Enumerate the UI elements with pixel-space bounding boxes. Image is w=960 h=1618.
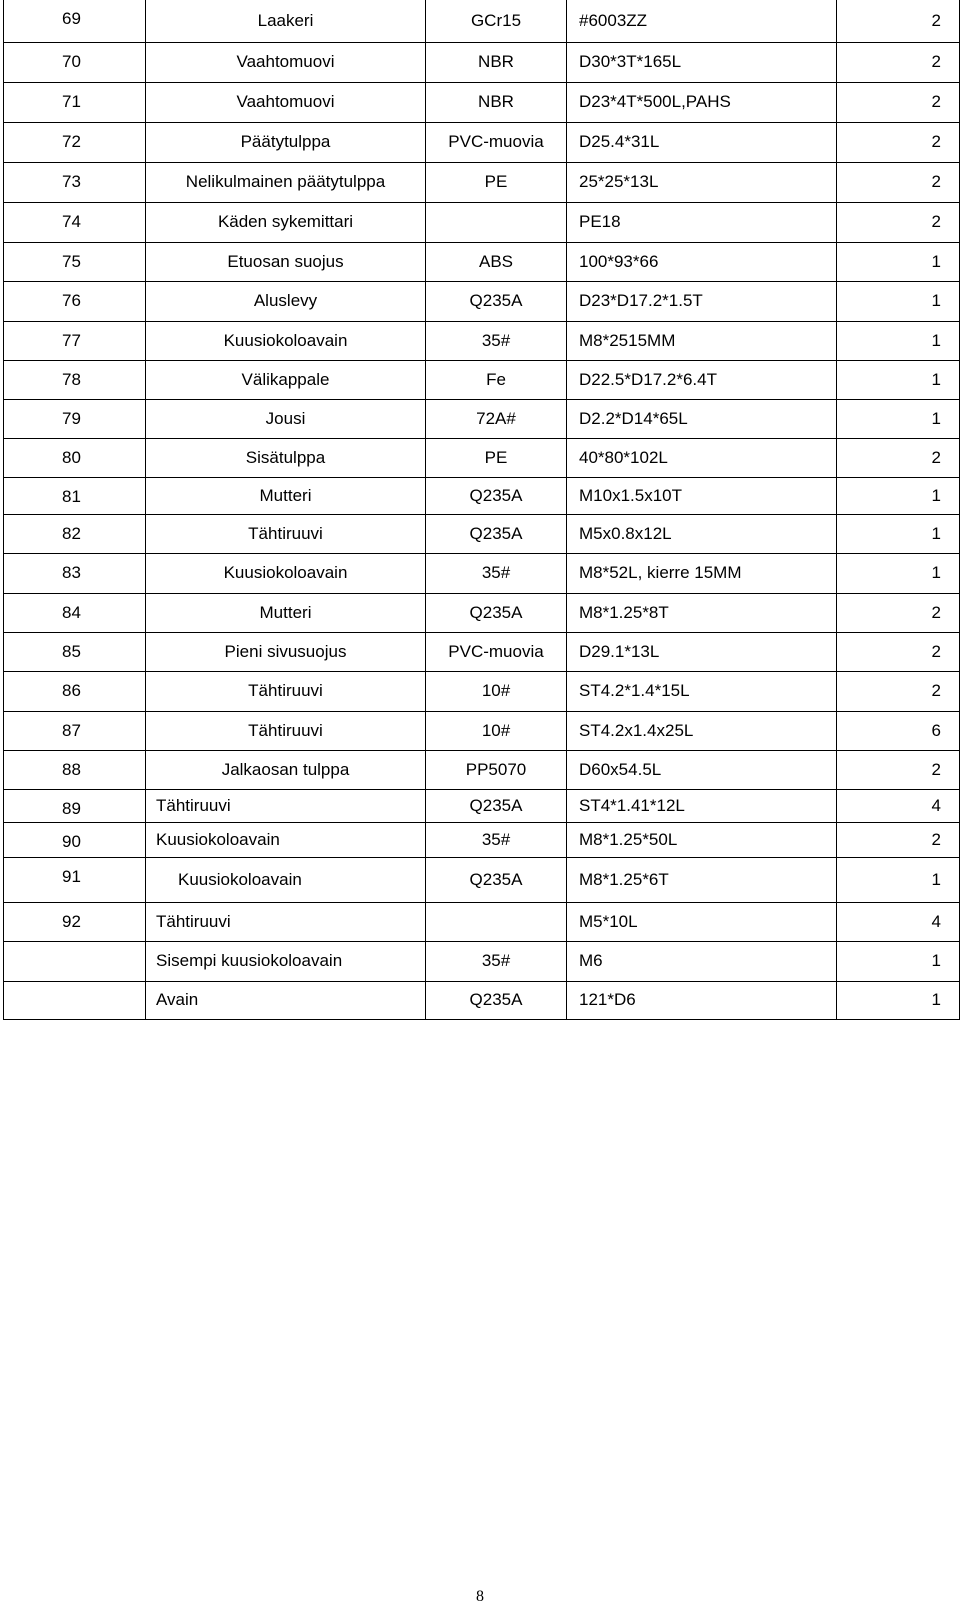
specification-cell: D23*D17.2*1.5T — [567, 281, 837, 321]
table-row — [4, 242, 960, 281]
specification-cell: M8*1.25*6T — [567, 857, 837, 902]
quantity-cell: 1 — [837, 514, 960, 553]
part-name-cell: Päätytulppa — [146, 122, 426, 162]
part-name-cell: Kuusiokoloavain — [146, 553, 426, 593]
table-row — [4, 0, 960, 42]
specification-cell: M8*52L, kierre 15MM — [567, 553, 837, 593]
specification-cell: M8*2515MM — [567, 321, 837, 360]
material-cell: Q235A — [426, 981, 567, 1019]
material-cell: PE — [426, 162, 567, 202]
specification-cell: ST4*1.41*12L — [567, 789, 837, 822]
quantity-cell: 1 — [837, 477, 960, 514]
specification-cell: M6 — [567, 941, 837, 981]
part-name-cell: Tähtiruuvi — [146, 671, 426, 711]
part-name-cell: Jalkaosan tulppa — [146, 750, 426, 789]
part-number-cell — [4, 941, 146, 981]
table-row — [4, 399, 960, 438]
part-number-cell: 72 — [4, 122, 146, 162]
material-cell: PVC-muovia — [426, 122, 567, 162]
quantity-cell: 1 — [837, 981, 960, 1019]
part-number-cell: 91 — [4, 857, 146, 902]
part-name-cell: Tähtiruuvi — [146, 711, 426, 750]
table-row — [4, 162, 960, 202]
specification-cell: ST4.2*1.4*15L — [567, 671, 837, 711]
part-number-cell: 92 — [4, 902, 146, 941]
material-cell: 35# — [426, 822, 567, 857]
table-row — [4, 438, 960, 477]
material-cell: NBR — [426, 42, 567, 82]
table-row — [4, 857, 960, 902]
specification-cell: D29.1*13L — [567, 632, 837, 671]
part-number-cell: 71 — [4, 82, 146, 122]
specification-cell: M8*1.25*50L — [567, 822, 837, 857]
table-row — [4, 593, 960, 632]
specification-cell: M5*10L — [567, 902, 837, 941]
quantity-cell: 2 — [837, 632, 960, 671]
material-cell: NBR — [426, 82, 567, 122]
table-row — [4, 82, 960, 122]
part-name-cell: Välikappale — [146, 360, 426, 399]
quantity-cell: 2 — [837, 82, 960, 122]
part-name-cell: Tähtiruuvi — [146, 789, 426, 822]
part-number-cell — [4, 981, 146, 1019]
specification-cell: M5x0.8x12L — [567, 514, 837, 553]
part-number-cell: 79 — [4, 399, 146, 438]
part-name-cell: Kuusiokoloavain — [146, 321, 426, 360]
specification-cell: ST4.2x1.4x25L — [567, 711, 837, 750]
material-cell — [426, 902, 567, 941]
table-row — [4, 281, 960, 321]
part-number-cell: 82 — [4, 514, 146, 553]
table-row — [4, 477, 960, 514]
specification-cell: 100*93*66 — [567, 242, 837, 281]
specification-cell: 121*D6 — [567, 981, 837, 1019]
material-cell: Q235A — [426, 789, 567, 822]
material-cell: Fe — [426, 360, 567, 399]
material-cell: 10# — [426, 671, 567, 711]
table-row — [4, 321, 960, 360]
quantity-cell: 2 — [837, 0, 960, 42]
material-cell: Q235A — [426, 281, 567, 321]
material-cell: 72A# — [426, 399, 567, 438]
material-cell: 35# — [426, 553, 567, 593]
specification-cell: D2.2*D14*65L — [567, 399, 837, 438]
material-cell: GCr15 — [426, 0, 567, 42]
specification-cell: M8*1.25*8T — [567, 593, 837, 632]
material-cell — [426, 202, 567, 242]
table-row — [4, 711, 960, 750]
quantity-cell: 2 — [837, 822, 960, 857]
part-name-cell: Sisempi kuusiokoloavain — [146, 941, 426, 981]
table-row — [4, 941, 960, 981]
part-number-cell: 70 — [4, 42, 146, 82]
part-name-cell: Jousi — [146, 399, 426, 438]
quantity-cell: 1 — [837, 321, 960, 360]
part-number-cell: 85 — [4, 632, 146, 671]
material-cell: ABS — [426, 242, 567, 281]
specification-cell: #6003ZZ — [567, 0, 837, 42]
part-name-cell: Käden sykemittari — [146, 202, 426, 242]
material-cell: 10# — [426, 711, 567, 750]
part-name-cell: Kuusiokoloavain — [146, 822, 426, 857]
quantity-cell: 2 — [837, 671, 960, 711]
part-name-cell: Tähtiruuvi — [146, 514, 426, 553]
part-number-cell: 90 — [4, 822, 146, 857]
table-row — [4, 202, 960, 242]
material-cell: Q235A — [426, 593, 567, 632]
quantity-cell: 1 — [837, 553, 960, 593]
quantity-cell: 1 — [837, 360, 960, 399]
table-row — [4, 981, 960, 1019]
part-number-cell: 83 — [4, 553, 146, 593]
table-row — [4, 514, 960, 553]
specification-cell: M10x1.5x10T — [567, 477, 837, 514]
specification-cell: D23*4T*500L,PAHS — [567, 82, 837, 122]
part-number-cell: 88 — [4, 750, 146, 789]
quantity-cell: 2 — [837, 162, 960, 202]
quantity-cell: 2 — [837, 42, 960, 82]
quantity-cell: 2 — [837, 202, 960, 242]
part-number-cell: 89 — [4, 789, 146, 822]
quantity-cell: 6 — [837, 711, 960, 750]
quantity-cell: 2 — [837, 122, 960, 162]
part-number-cell: 69 — [4, 0, 146, 42]
table-row — [4, 822, 960, 857]
part-name-cell: Etuosan suojus — [146, 242, 426, 281]
quantity-cell: 4 — [837, 902, 960, 941]
part-name-cell: Vaahtomuovi — [146, 82, 426, 122]
parts-list-table — [3, 0, 960, 1020]
page-number: 8 — [476, 1588, 484, 1605]
part-name-cell: Nelikulmainen päätytulppa — [146, 162, 426, 202]
material-cell: 35# — [426, 321, 567, 360]
quantity-cell: 1 — [837, 941, 960, 981]
part-name-cell: Avain — [146, 981, 426, 1019]
specification-cell: D22.5*D17.2*6.4T — [567, 360, 837, 399]
table-row — [4, 750, 960, 789]
table-row — [4, 789, 960, 822]
specification-cell: PE18 — [567, 202, 837, 242]
quantity-cell: 2 — [837, 750, 960, 789]
quantity-cell: 1 — [837, 281, 960, 321]
quantity-cell: 1 — [837, 242, 960, 281]
part-name-cell: Laakeri — [146, 0, 426, 42]
material-cell: PVC-muovia — [426, 632, 567, 671]
part-number-cell: 73 — [4, 162, 146, 202]
part-number-cell: 76 — [4, 281, 146, 321]
material-cell: 35# — [426, 941, 567, 981]
table-row — [4, 671, 960, 711]
specification-cell: D60x54.5L — [567, 750, 837, 789]
part-name-cell: Sisätulppa — [146, 438, 426, 477]
specification-cell: D25.4*31L — [567, 122, 837, 162]
part-name-cell: Vaahtomuovi — [146, 42, 426, 82]
specification-cell: D30*3T*165L — [567, 42, 837, 82]
part-number-cell: 75 — [4, 242, 146, 281]
table-row — [4, 632, 960, 671]
part-name-cell: Tähtiruuvi — [146, 902, 426, 941]
table-row — [4, 42, 960, 82]
material-cell: PE — [426, 438, 567, 477]
specification-cell: 40*80*102L — [567, 438, 837, 477]
material-cell: Q235A — [426, 477, 567, 514]
quantity-cell: 1 — [837, 857, 960, 902]
part-number-cell: 87 — [4, 711, 146, 750]
material-cell: Q235A — [426, 857, 567, 902]
material-cell: Q235A — [426, 514, 567, 553]
part-name-cell: Aluslevy — [146, 281, 426, 321]
quantity-cell: 2 — [837, 438, 960, 477]
part-number-cell: 81 — [4, 477, 146, 514]
part-name-cell: Pieni sivusuojus — [146, 632, 426, 671]
part-name-cell: Mutteri — [146, 477, 426, 514]
table-row — [4, 122, 960, 162]
quantity-cell: 1 — [837, 399, 960, 438]
material-cell: PP5070 — [426, 750, 567, 789]
part-number-cell: 86 — [4, 671, 146, 711]
quantity-cell: 2 — [837, 593, 960, 632]
part-number-cell: 77 — [4, 321, 146, 360]
quantity-cell: 4 — [837, 789, 960, 822]
part-name-cell: Kuusiokoloavain — [146, 857, 426, 902]
parts-list-body — [4, 0, 960, 1019]
part-number-cell: 78 — [4, 360, 146, 399]
part-name-cell: Mutteri — [146, 593, 426, 632]
specification-cell: 25*25*13L — [567, 162, 837, 202]
part-number-cell: 74 — [4, 202, 146, 242]
part-number-cell: 80 — [4, 438, 146, 477]
table-row — [4, 360, 960, 399]
table-row — [4, 553, 960, 593]
part-number-cell: 84 — [4, 593, 146, 632]
table-row — [4, 902, 960, 941]
